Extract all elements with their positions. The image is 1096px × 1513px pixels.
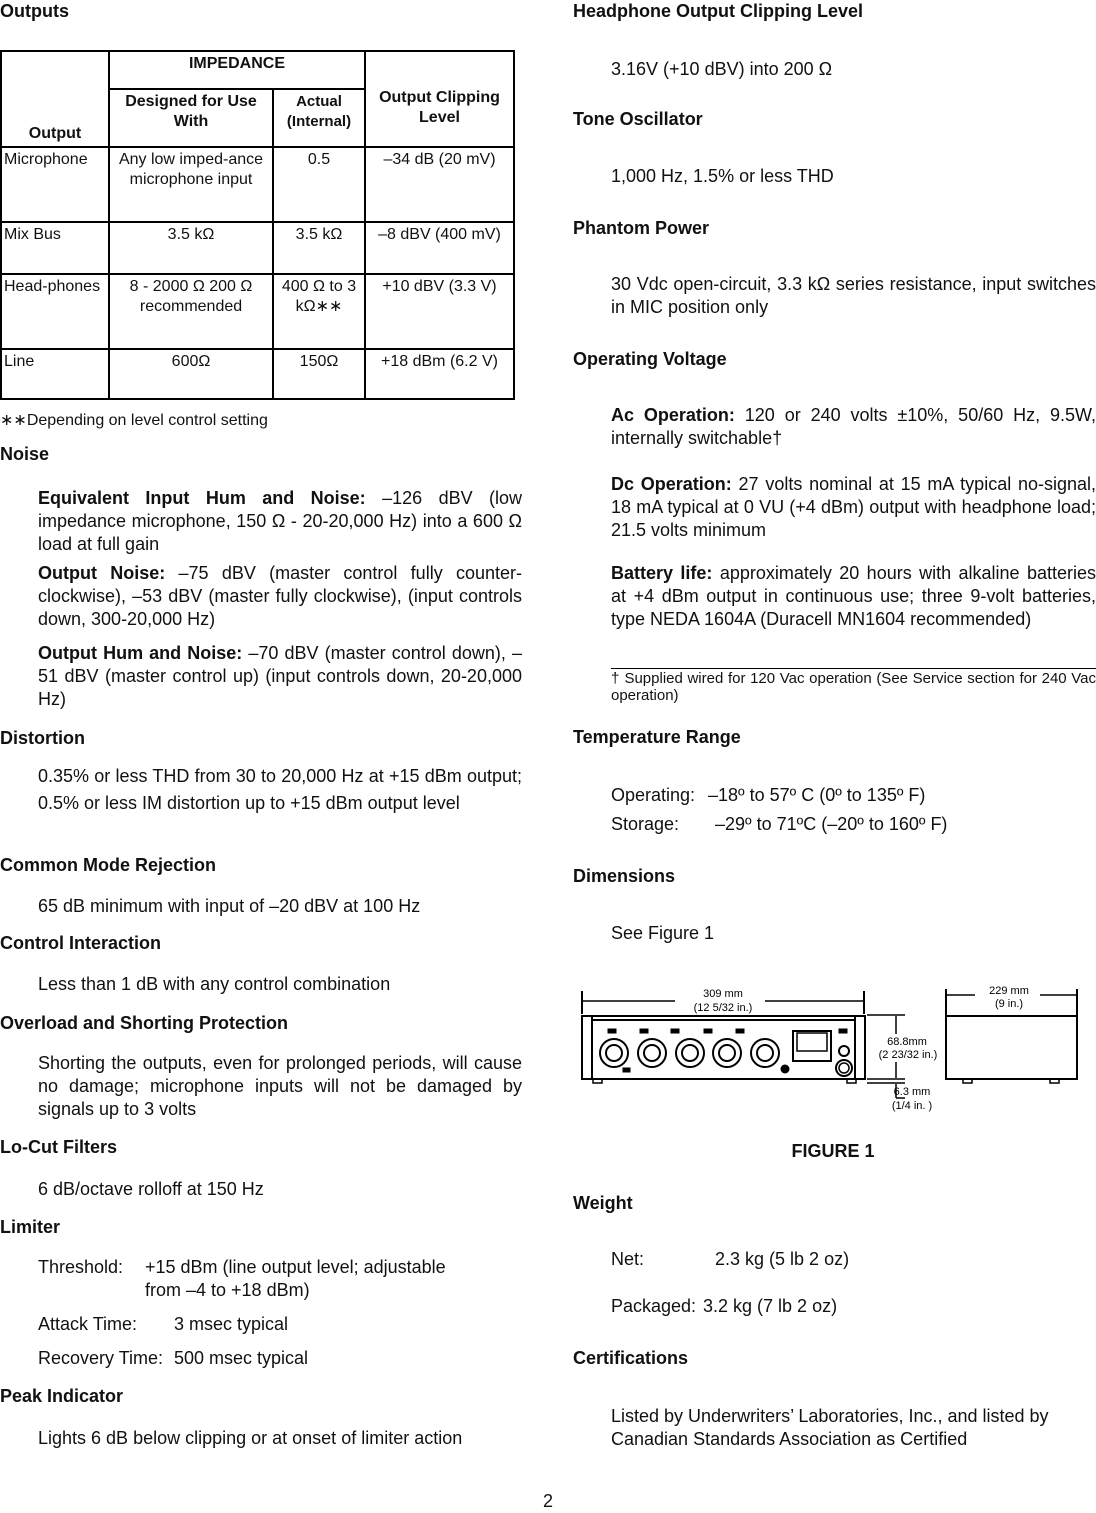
- cell-output: Mix Bus: [1, 222, 109, 274]
- ac-label: Ac Operation:: [611, 405, 735, 425]
- table-row: [1, 147, 514, 222]
- cell-clipping: +10 dBV (3.3 V): [365, 274, 514, 349]
- threshold-value: +15 dBm (line output level; adjustable: [145, 1257, 446, 1277]
- distortion-heading: Distortion: [0, 728, 85, 748]
- cell-clipping: –8 dBV (400 mV): [365, 222, 514, 274]
- table-row: [1, 349, 514, 399]
- col-impedance: IMPEDANCE: [109, 51, 365, 89]
- battery-text: approximately 20 hours with alkaline batteries at +4 dBm output in continuous use; three 9-volt batteries, type NEDA 1604A (Duracell MN1604 recommended): [611, 563, 1096, 629]
- cell-output: Head-phones: [1, 274, 109, 349]
- cell-designed: 600Ω: [109, 349, 273, 399]
- noise-label: Output Hum and Noise:: [38, 643, 243, 663]
- width-in-label: (12 5/32 in.): [693, 1002, 753, 1014]
- distortion-text: 0.35% or less THD from 30 to 20,000 Hz at +15 dBm output; 0.5% or less IM distortion up to +15 dBm output level: [38, 766, 522, 813]
- cell-designed: 8 - 2000 Ω 200 Ω recommended: [109, 274, 273, 349]
- dimensions-text: See Figure 1: [611, 923, 715, 943]
- battery-life: [611, 562, 1096, 631]
- col-actual: Actual (Internal): [273, 89, 365, 147]
- side-view-drawing: [946, 1016, 1077, 1079]
- table-footnote: ∗∗Depending on level control setting: [0, 412, 268, 429]
- cell-designed: Any low imped-ance microphone input: [109, 147, 273, 222]
- threshold-value-cont: from –4 to +18 dBm): [145, 1280, 310, 1300]
- cmr-heading: Common Mode Rejection: [0, 855, 217, 875]
- dimensions-figure: [575, 980, 1095, 1120]
- recovery-label: Recovery Time:: [38, 1348, 164, 1368]
- attack-value: 3 msec typical: [174, 1314, 289, 1334]
- depth-mm-label: 229 mm: [989, 985, 1029, 997]
- control-heading: Control Interaction: [0, 933, 161, 953]
- cell-clipping: +18 dBm (6.2 V): [365, 349, 514, 399]
- noise-item: [38, 642, 522, 711]
- operating-label: Operating:: [611, 785, 696, 805]
- dc-label: Dc Operation:: [611, 474, 732, 494]
- noise-text: –70 dBV (master control down), –51 dBV (master control up) (input controls down, 20-20,000 Hz): [38, 643, 522, 709]
- front-panel-drawing: [582, 1016, 865, 1083]
- col-designed: Designed for Use With: [109, 89, 273, 147]
- cell-clipping: –34 dB (20 mV): [365, 147, 514, 222]
- peak-heading: Peak Indicator: [0, 1386, 124, 1406]
- limiter-heading: Limiter: [0, 1217, 61, 1237]
- dc-text: 27 volts nominal at 15 mA typical no-signal, 18 mA typical at 0 VU (+4 dBm) output with headphone load; 21.5 volts minimum: [611, 474, 1096, 540]
- dimensions-heading: Dimensions: [573, 866, 676, 886]
- packaged-label: Packaged:: [611, 1296, 697, 1316]
- cmr-text: 65 dB minimum with input of –20 dBV at 100 Hz: [38, 896, 421, 916]
- noise-text: –126 dBV (low impedance microphone, 150 Ω - 20-20,000 Hz) into a 600 Ω load at full gain: [38, 488, 523, 554]
- cell-actual: 3.5 kΩ: [273, 222, 365, 274]
- headphone-heading: Headphone Output Clipping Level: [573, 1, 863, 21]
- headphone-text: 3.16V (+10 dBV) into 200 Ω: [611, 59, 833, 79]
- col-output: Output: [1, 51, 109, 147]
- storage-value: –29º to 71ºC (–20º to 160º F): [715, 814, 948, 834]
- figure-caption: FIGURE 1: [791, 1141, 875, 1161]
- outputs-heading: Outputs: [0, 1, 69, 21]
- ac-text: 120 or 240 volts ±10%, 50/60 Hz, 9.5W, internally switchable†: [611, 405, 1096, 448]
- net-label: Net:: [611, 1249, 645, 1269]
- cell-actual: 400 Ω to 3 kΩ∗∗: [273, 274, 365, 349]
- weight-heading: Weight: [573, 1193, 633, 1213]
- locut-heading: Lo-Cut Filters: [0, 1137, 117, 1157]
- voltage-footnote: † Supplied wired for 120 Vac operation (See Service section for 240 Vac operation): [611, 670, 1096, 704]
- control-text: Less than 1 dB with any control combination: [38, 974, 391, 994]
- attack-label: Attack Time:: [38, 1314, 138, 1334]
- noise-item: [38, 487, 522, 556]
- width-mm-label: 309 mm: [703, 988, 743, 1000]
- feet-in-label: (1/4 in. ): [891, 1100, 933, 1112]
- recovery-value: 500 msec typical: [174, 1348, 309, 1368]
- page-number: 2: [542, 1491, 553, 1511]
- battery-label: Battery life:: [611, 563, 713, 583]
- noise-text: –75 dBV (master control fully counter-clockwise), –53 dBV (master fully clockwise), (input controls down, 300-20,000 Hz): [38, 563, 522, 629]
- height-in-label: (2 23/32 in.): [878, 1049, 938, 1061]
- table-row: [1, 274, 514, 349]
- storage-label: Storage:: [611, 814, 680, 834]
- outputs-table: [0, 50, 515, 400]
- cell-output: Line: [1, 349, 109, 399]
- tone-heading: Tone Oscillator: [573, 109, 703, 129]
- cell-output: Microphone: [1, 147, 109, 222]
- table-row: [1, 222, 514, 274]
- packaged-value: 3.2 kg (7 lb 2 oz): [703, 1296, 838, 1316]
- cell-actual: 0.5: [273, 147, 365, 222]
- net-value: 2.3 kg (5 lb 2 oz): [715, 1249, 850, 1269]
- noise-heading: Noise: [0, 444, 50, 464]
- ac-operation: [611, 404, 1096, 450]
- cell-actual: 150Ω: [273, 349, 365, 399]
- cell-designed: 3.5 kΩ: [109, 222, 273, 274]
- noise-label: Equivalent Input Hum and Noise:: [38, 488, 366, 508]
- operating-value: –18º to 57º C (0º to 135º F): [708, 785, 926, 805]
- certifications-text: Listed by Underwriters’ Laboratories, Inc., and listed by Canadian Standards Association as Certified: [611, 1406, 1049, 1449]
- phantom-text: 30 Vdc open-circuit, 3.3 kΩ series resistance, input switches in MIC position only: [611, 274, 1096, 317]
- overload-text: Shorting the outputs, even for prolonged periods, will cause no damage; microphone inputs will not be damaged by signals up to 3 volts: [38, 1053, 522, 1119]
- depth-in-label: (9 in.): [994, 998, 1024, 1010]
- tone-text: 1,000 Hz, 1.5% or less THD: [611, 166, 834, 186]
- voltage-heading: Operating Voltage: [573, 349, 727, 369]
- noise-item: [38, 562, 522, 631]
- noise-label: Output Noise:: [38, 563, 166, 583]
- threshold-label: Threshold:: [38, 1257, 124, 1277]
- dc-operation: [611, 473, 1096, 542]
- peak-text: Lights 6 dB below clipping or at onset of limiter action: [38, 1428, 463, 1448]
- temperature-heading: Temperature Range: [573, 727, 741, 747]
- overload-heading: Overload and Shorting Protection: [0, 1013, 289, 1033]
- col-clipping: Output Clipping Level: [365, 51, 514, 147]
- height-mm-label: 68.8mm: [887, 1036, 927, 1048]
- phantom-heading: Phantom Power: [573, 218, 710, 238]
- locut-text: 6 dB/octave rolloff at 150 Hz: [38, 1179, 264, 1199]
- feet-mm-label: 6.3 mm: [893, 1086, 931, 1098]
- certifications-heading: Certifications: [573, 1348, 689, 1368]
